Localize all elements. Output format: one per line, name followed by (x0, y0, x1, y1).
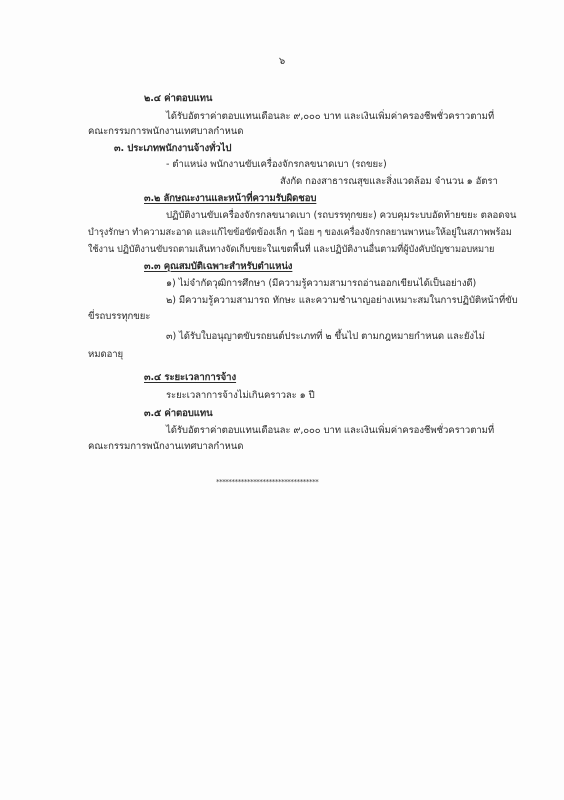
section-3-heading: ๓. ประเภทพนักงานจ้างทั่วไป (114, 143, 232, 154)
qualification-item-3-line2: หมดอายุ (88, 349, 124, 360)
qualification-item-2-line1: ๒) มีความรู้ความสามารถ ทักษะ และความชำนาญอย่างเหมาะสมในการปฏิบัติหน้าที่ขับ (166, 295, 518, 306)
qualification-item-3-line1: ๓) ได้รับใบอนุญาตขับรถยนต์ประเภทที่ ๒ ขึ้นไป ตามกฎหมายกำหนด และยังไม่ (166, 331, 485, 342)
section-3-4-heading: ๓.๔ ระยะเวลาการจ้าง (144, 372, 237, 383)
section-3-2-heading: ๓.๒ ลักษณะงานและหน้าที่ความรับผิดชอบ (144, 193, 317, 204)
qualification-item-2-line2: ขี่รถบรรทุกขยะ (88, 311, 151, 322)
page-number: ๖ (278, 56, 286, 67)
employment-period: ระยะเวลาการจ้างไม่เกินคราวละ ๑ ปี (166, 390, 315, 401)
qualification-item-1: ๑) ไม่จำกัดวุฒิการศึกษา (มีความรู้ความสามารถอ่านออกเขียนได้เป็นอย่างดี) (166, 278, 477, 289)
section-2-4-para-line1: ได้รับอัตราค่าตอบแทนเดือนละ ๙,๐๐๐ บาท และเงินเพิ่มค่าครองชีพชั่วคราวตามที่ (166, 111, 495, 122)
duty-line-2: บำรุงรักษา ทำความสะอาด และแก้ไขข้อขัดข้องเล็ก ๆ น้อย ๆ ของเครื่องจักรกลยานพาหนะให้อยู่ในสภาพพร้อม (88, 227, 512, 238)
affiliation-line: สังกัด กองสาธารณสุขและสิ่งแวดล้อม จำนวน ๑ อัตรา (280, 176, 498, 187)
duty-line-3: ใช้งาน ปฏิบัติงานขับรถตามเส้นทางจัดเก็บขยะในเขตพื้นที่ และปฏิบัติงานอื่นตามที่ผู้บังคับบัญชามอบหมาย (88, 244, 495, 255)
section-3-5-heading: ๓.๕ ค่าตอบแทน (144, 408, 213, 419)
section-2-4-para-line2: คณะกรรมการพนักงานเทศบาลกำหนด (88, 126, 244, 137)
section-3-5-para-line1: ได้รับอัตราค่าตอบแทนเดือนละ ๙,๐๐๐ บาท และเงินเพิ่มค่าครองชีพชั่วคราวตามที่ (166, 425, 495, 436)
end-divider: ********************************* (216, 478, 319, 486)
position-line: - ตำแหน่ง พนักงานขับเครื่องจักรกลขนาดเบา (รถขยะ) (166, 159, 387, 170)
section-3-3-heading: ๓.๓ คุณสมบัติเฉพาะสำหรับตำแหน่ง (144, 261, 293, 272)
section-2-4-heading: ๒.๔ ค่าตอบแทน (144, 93, 213, 104)
section-3-5-para-line2: คณะกรรมการพนักงานเทศบาลกำหนด (88, 441, 244, 452)
duty-line-1: ปฏิบัติงานขับเครื่องจักรกลขนาดเบา (รถบรรทุกขยะ) ควบคุมระบบอัดท้ายขยะ ตลอดจน (166, 210, 517, 221)
